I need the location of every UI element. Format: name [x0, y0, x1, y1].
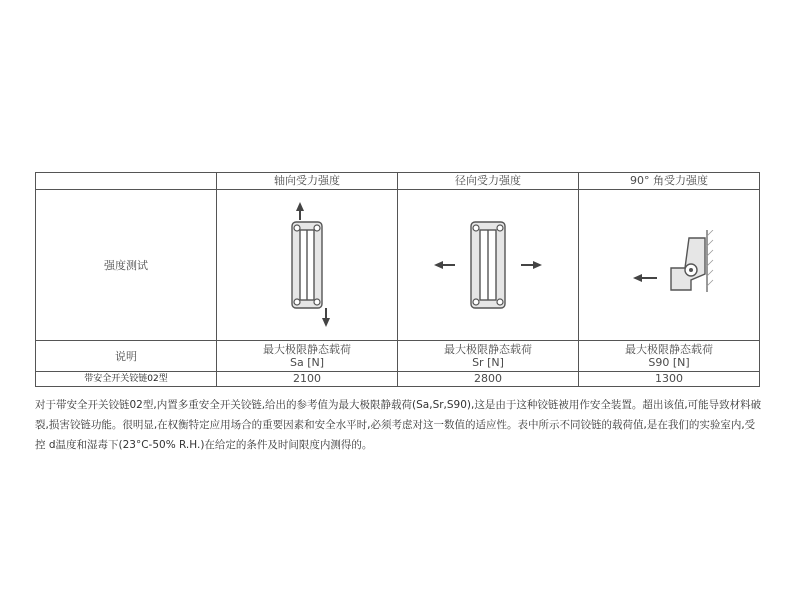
- header-row: [36, 173, 760, 190]
- load-title: 最大极限静态载荷: [263, 343, 351, 356]
- angle90-diagram-cell: [579, 190, 760, 341]
- angle90-load-diagram: [619, 230, 719, 300]
- explanation-paragraph: 对于带安全开关铰链02型,内置多重安全开关铰链,给出的参考值为最大极限静载荷(Sa,Sr,S90),这是由于这种铰链被用作安全装置。超出该值,可能导致材料破裂,损害铰链功能。很明显,在权衡特定应用场合的重要因素和安全水平时,必须考虑对这一数值的适应性。表中所示不同铰链的载荷值,是在我们的实验室内,受控 d温度和湿毒下(23°C-50% R.H.)在给定的条件及时间限度内测得的。: [35, 399, 762, 451]
- strength-table: [35, 172, 760, 387]
- strength-test-label: 强度测试: [36, 190, 217, 341]
- load-symbol: Sa [N]: [289, 356, 325, 369]
- description-label: 说明: [36, 341, 217, 372]
- header-radial: 径向受力强度: [398, 173, 579, 190]
- axial-load-diagram: [267, 202, 347, 328]
- model-label: 带安全开关铰链02型: [36, 372, 217, 387]
- radial-value: 2800: [398, 372, 579, 387]
- load-title: 最大极限静态载荷: [625, 343, 713, 356]
- value-row: [36, 372, 760, 387]
- radial-load-diagram: [433, 220, 543, 310]
- load-symbol: Sr [N]: [472, 356, 504, 369]
- header-empty: [36, 173, 217, 190]
- header-90deg: 90° 角受力强度: [579, 173, 760, 190]
- axial-value: 2100: [217, 372, 398, 387]
- angle90-value: 1300: [579, 372, 760, 387]
- header-axial: 轴向受力强度: [217, 173, 398, 190]
- load-title: 最大极限静态载荷: [444, 343, 532, 356]
- diagram-row: [36, 190, 760, 341]
- axial-diagram-cell: [217, 190, 398, 341]
- radial-diagram-cell: [398, 190, 579, 341]
- load-symbol: S90 [N]: [648, 356, 690, 369]
- angle90-load-desc: [579, 341, 760, 372]
- radial-load-desc: [398, 341, 579, 372]
- axial-load-desc: [217, 341, 398, 372]
- description-row: [36, 341, 760, 372]
